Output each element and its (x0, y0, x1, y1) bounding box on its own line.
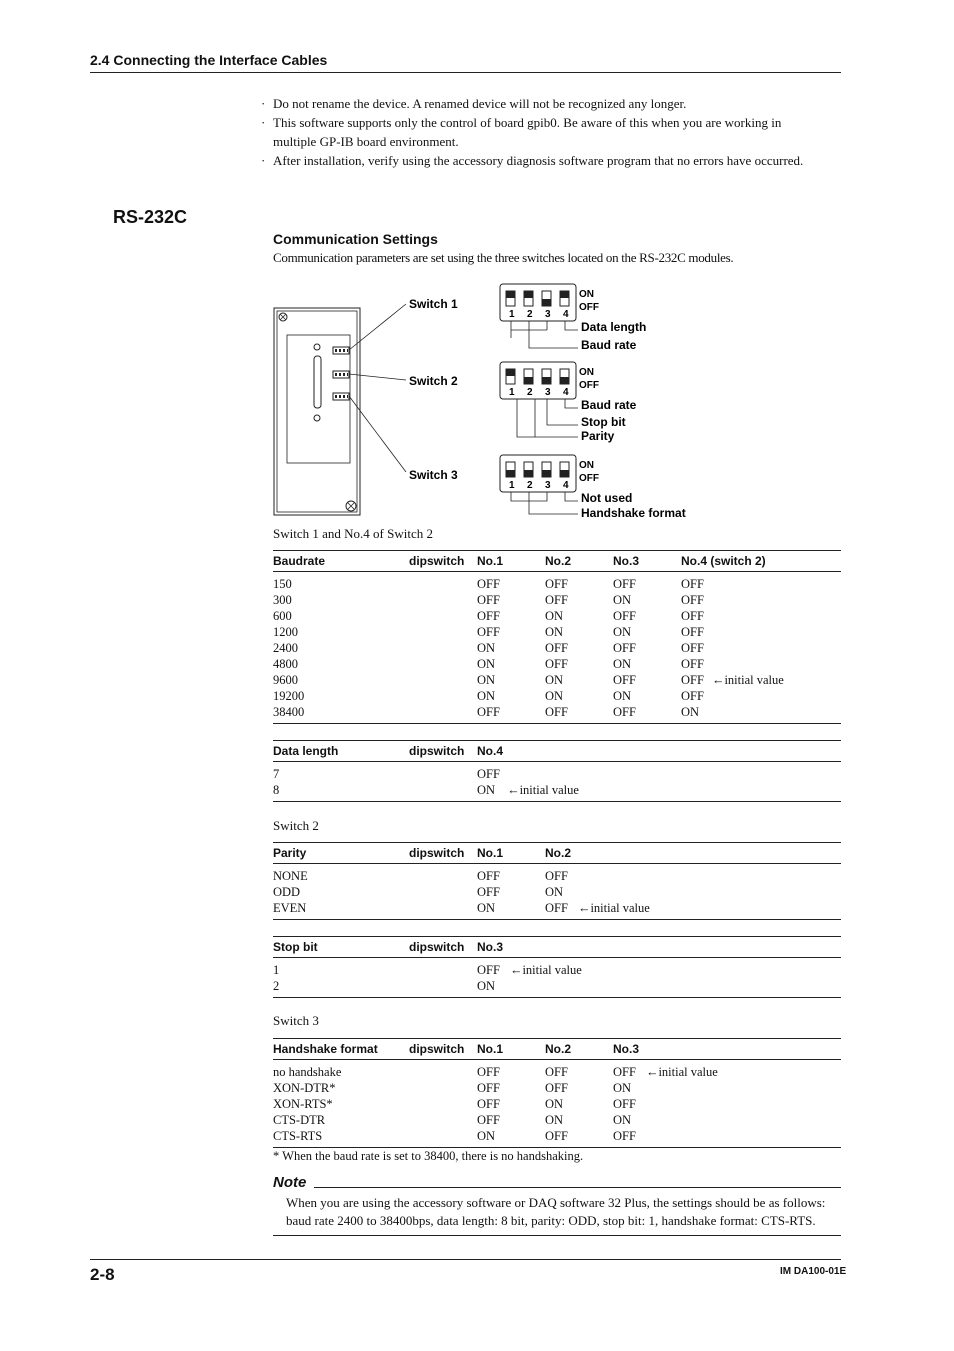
table-cell: OFF (477, 592, 500, 607)
pin-number: 2 (527, 309, 533, 320)
table-cell: OFF (545, 592, 568, 607)
table-cell: 2 (273, 978, 409, 998)
header-rule (90, 72, 841, 73)
parity-table (273, 842, 841, 920)
table-cell: OFF (477, 1096, 500, 1111)
switch-diagram (260, 280, 720, 525)
table-cell: ON (545, 884, 564, 899)
table-row (273, 704, 841, 724)
table-cell: OFF (477, 868, 500, 883)
col-header: Data length (273, 741, 409, 762)
col-header: Parity (273, 843, 409, 864)
dipswitch-2 (500, 362, 637, 443)
on-label: ON (579, 460, 594, 471)
col-header: No.2 (545, 1039, 613, 1060)
table-cell: 2400 (273, 640, 298, 655)
table-cell: OFF (681, 576, 704, 591)
initial-value-marker: ←initial value (645, 1064, 718, 1079)
bullet-text: Do not rename the device. A renamed device will not be recognized any longer. (273, 96, 687, 111)
col-header: No.1 (477, 551, 545, 572)
switch1-caption: Switch 1 and No.4 of Switch 2 (273, 526, 433, 541)
table-cell: OFF (477, 1112, 500, 1127)
off-label: OFF (579, 380, 599, 391)
pin-number: 4 (563, 309, 569, 320)
table-cell: ON (545, 672, 564, 687)
table-row (273, 782, 841, 802)
pin-number: 3 (545, 387, 551, 398)
col-header: No.4 (switch 2) (681, 551, 841, 572)
table-cell (681, 672, 841, 688)
cell-value: OFF (681, 672, 704, 687)
bullet-mark: · (261, 96, 266, 111)
initial-value-marker: ←initial value (711, 672, 784, 687)
dipswitch-3 (500, 455, 686, 520)
table-cell: ON (613, 688, 632, 703)
table-row (273, 592, 841, 608)
on-label: ON (579, 289, 594, 300)
cell-value: OFF (545, 900, 568, 915)
col-header: Baudrate (273, 551, 409, 572)
document-id: IM DA100-01E (780, 1266, 847, 1277)
table-row (273, 672, 841, 688)
table-row (273, 1060, 841, 1081)
col-header: No.2 (545, 551, 613, 572)
table-cell: 7 (273, 766, 280, 781)
col-header: dipswitch (409, 1039, 477, 1060)
table-cell: OFF (477, 1080, 500, 1095)
rs232c-module (274, 308, 360, 515)
col-header: No.4 (477, 741, 841, 762)
table-row (273, 688, 841, 704)
table-cell: 1200 (273, 624, 298, 639)
note-text: When you are using the accessory software or DAQ software 32 Plus, the settings should be as follows: baud rate 2400 to 38400bps, data length: 8 bit, parity: ODD, stop bit: 1, handshake format: CTS-RTS. (286, 1195, 826, 1228)
table-cell: ON (545, 1096, 564, 1111)
table-cell: OFF (477, 884, 500, 899)
bullet-item (261, 94, 813, 113)
col-header: No.1 (477, 1039, 545, 1060)
table-cell: 4800 (273, 656, 298, 671)
table-cell: ON (477, 688, 496, 703)
switch2-caption: Switch 2 (273, 818, 319, 833)
table-cell: 9600 (273, 672, 298, 687)
sw2-baud-rate-label: Baud rate (581, 398, 637, 412)
table-cell: OFF (613, 640, 636, 655)
pin-number: 1 (509, 480, 515, 491)
sw3-not-used-label: Not used (581, 491, 633, 505)
col-header: No.1 (477, 843, 545, 864)
table-cell: OFF (477, 624, 500, 639)
table-cell: OFF (477, 766, 500, 781)
note-title: Note (273, 1174, 307, 1191)
col-header: Stop bit (273, 937, 409, 958)
table-cell: ON (477, 640, 496, 655)
sw1-data-length-label: Data length (581, 320, 647, 334)
table-cell: ON (613, 624, 632, 639)
table-cell: 600 (273, 608, 292, 623)
cell-value: ON (477, 782, 496, 797)
table-row (273, 572, 841, 593)
table-cell: OFF (545, 1128, 613, 1148)
table-cell: ON (477, 978, 841, 998)
table-cell: OFF (681, 640, 704, 655)
table-cell: ON (477, 1128, 545, 1148)
table-cell: OFF (545, 640, 568, 655)
table-row (273, 762, 841, 783)
leader-line (349, 374, 406, 380)
table-cell: ON (545, 608, 564, 623)
switch1-label: Switch 1 (409, 297, 458, 311)
off-label: OFF (579, 473, 599, 484)
cell-value: OFF (613, 1064, 636, 1079)
table-cell: 300 (273, 592, 292, 607)
initial-value-marker: ←initial value (507, 782, 579, 797)
table-row (273, 1112, 841, 1128)
col-header: No.3 (613, 1039, 841, 1060)
table-cell: XON-DTR* (273, 1080, 336, 1095)
note-top-rule (314, 1187, 841, 1188)
stop-bit-table (273, 936, 841, 998)
table-cell: ON (545, 688, 564, 703)
table-cell: OFF (613, 576, 636, 591)
pin-number: 3 (545, 309, 551, 320)
table-cell: OFF (477, 704, 545, 724)
handshake-table (273, 1038, 841, 1148)
table-cell: OFF (613, 1128, 841, 1148)
on-label: ON (579, 367, 594, 378)
table-cell: OFF (545, 1080, 568, 1095)
pin-number: 1 (509, 387, 515, 398)
table-cell: OFF (681, 624, 704, 639)
pin-number: 1 (509, 309, 515, 320)
table-cell: OFF (613, 1096, 636, 1111)
col-header: No.3 (613, 551, 681, 572)
bullet-item (261, 113, 813, 151)
table-row (273, 978, 841, 998)
col-header: dipswitch (409, 741, 477, 762)
table-cell: OFF (545, 656, 568, 671)
note-bottom-rule (273, 1235, 841, 1236)
table-cell: OFF (681, 688, 704, 703)
footer-rule (90, 1259, 841, 1260)
col-header: dipswitch (409, 843, 477, 864)
sw1-baud-rate-label: Baud rate (581, 338, 637, 352)
rs232c-heading: RS-232C (113, 207, 188, 227)
table-cell: 38400 (273, 704, 409, 724)
table-cell: OFF (613, 608, 636, 623)
table-cell: 8 (273, 782, 409, 802)
page-number: 2-8 (90, 1265, 115, 1284)
bullet-mark: · (261, 115, 266, 130)
pin-number: 3 (545, 480, 551, 491)
data-length-table (273, 740, 841, 802)
sw2-stop-bit-label: Stop bit (581, 415, 626, 429)
table-cell (613, 1060, 841, 1081)
baudrate-table (273, 550, 841, 724)
table-row (273, 958, 841, 979)
table-cell: CTS-RTS (273, 1128, 409, 1148)
col-header: No.2 (545, 843, 841, 864)
table-cell: ON (545, 1112, 564, 1127)
table-row (273, 1096, 841, 1112)
bullet-list (261, 94, 813, 170)
table-cell: NONE (273, 868, 308, 883)
pin-number: 4 (563, 387, 569, 398)
table-cell (545, 900, 841, 920)
bullet-mark: · (261, 153, 266, 168)
table-cell: OFF (477, 576, 500, 591)
pin-number: 2 (527, 387, 533, 398)
table-cell: ODD (273, 884, 301, 899)
table-cell: ON (681, 704, 841, 724)
pin-number: 2 (527, 480, 533, 491)
table-cell (477, 958, 841, 979)
bullet-text: This software supports only the control of board gpib0. Be aware of this when you are working in multiple GP-IB board environment. (273, 115, 782, 149)
table-cell: ON (477, 672, 496, 687)
table-cell: EVEN (273, 900, 409, 920)
sw2-parity-label: Parity (581, 429, 615, 443)
intro-paragraph: Communication parameters are set using the three switches located on the RS-232C modules. (273, 250, 734, 265)
bullet-item (261, 151, 813, 170)
switch3-label: Switch 3 (409, 468, 458, 482)
table-cell: 150 (273, 576, 292, 591)
table-cell: OFF (681, 608, 704, 623)
table-row (273, 656, 841, 672)
section-header-title: 2.4 Connecting the Interface Cables (90, 52, 328, 68)
table-cell: ON (477, 900, 545, 920)
table-row (273, 1080, 841, 1096)
table-cell: ON (477, 656, 496, 671)
table-cell: XON-RTS* (273, 1096, 333, 1111)
sw3-handshake-format-label: Handshake format (581, 506, 686, 520)
table-cell: OFF (545, 576, 568, 591)
leader-line (349, 396, 406, 472)
table-row (273, 864, 841, 885)
initial-value-marker: ←initial value (509, 962, 582, 977)
table-row (273, 900, 841, 920)
table-cell: ON (613, 592, 632, 607)
table-cell: ON (613, 1112, 632, 1127)
table-cell: OFF (681, 592, 704, 607)
switch2-label: Switch 2 (409, 374, 458, 388)
table-row (273, 884, 841, 900)
table-cell: ON (545, 624, 564, 639)
col-header: No.3 (477, 937, 841, 958)
table-row (273, 608, 841, 624)
table-cell: OFF (613, 704, 681, 724)
table-cell: OFF (545, 704, 613, 724)
col-header: dipswitch (409, 937, 477, 958)
dipswitch-1 (500, 284, 646, 352)
table-cell (477, 782, 841, 802)
communication-settings-heading: Communication Settings (273, 231, 438, 247)
bullet-text: After installation, verify using the accessory diagnosis software program that no errors have occurred. (273, 153, 804, 168)
table-row (273, 624, 841, 640)
leader-line (349, 304, 406, 350)
initial-value-marker: ←initial value (577, 900, 650, 915)
table-cell: OFF (477, 1064, 500, 1079)
table-cell: OFF (545, 868, 568, 883)
cell-value: OFF (477, 962, 500, 977)
col-header: dipswitch (409, 551, 477, 572)
table-cell: 1 (273, 962, 280, 977)
table-row (273, 1128, 841, 1148)
table-cell: OFF (613, 672, 636, 687)
table-cell: CTS-DTR (273, 1112, 326, 1127)
table-cell: OFF (545, 1064, 568, 1079)
pin-number: 4 (563, 480, 569, 491)
table-cell: ON (613, 656, 632, 671)
switch3-caption: Switch 3 (273, 1013, 319, 1028)
table-cell: OFF (477, 608, 500, 623)
table-cell: no handshake (273, 1064, 342, 1079)
table-cell: ON (613, 1080, 632, 1095)
col-header: Handshake format (273, 1039, 409, 1060)
table-cell: OFF (681, 656, 704, 671)
table-row (273, 640, 841, 656)
table-cell: 19200 (273, 688, 305, 703)
off-label: OFF (579, 302, 599, 313)
handshake-footnote: * When the baud rate is set to 38400, there is no handshaking. (273, 1149, 584, 1163)
